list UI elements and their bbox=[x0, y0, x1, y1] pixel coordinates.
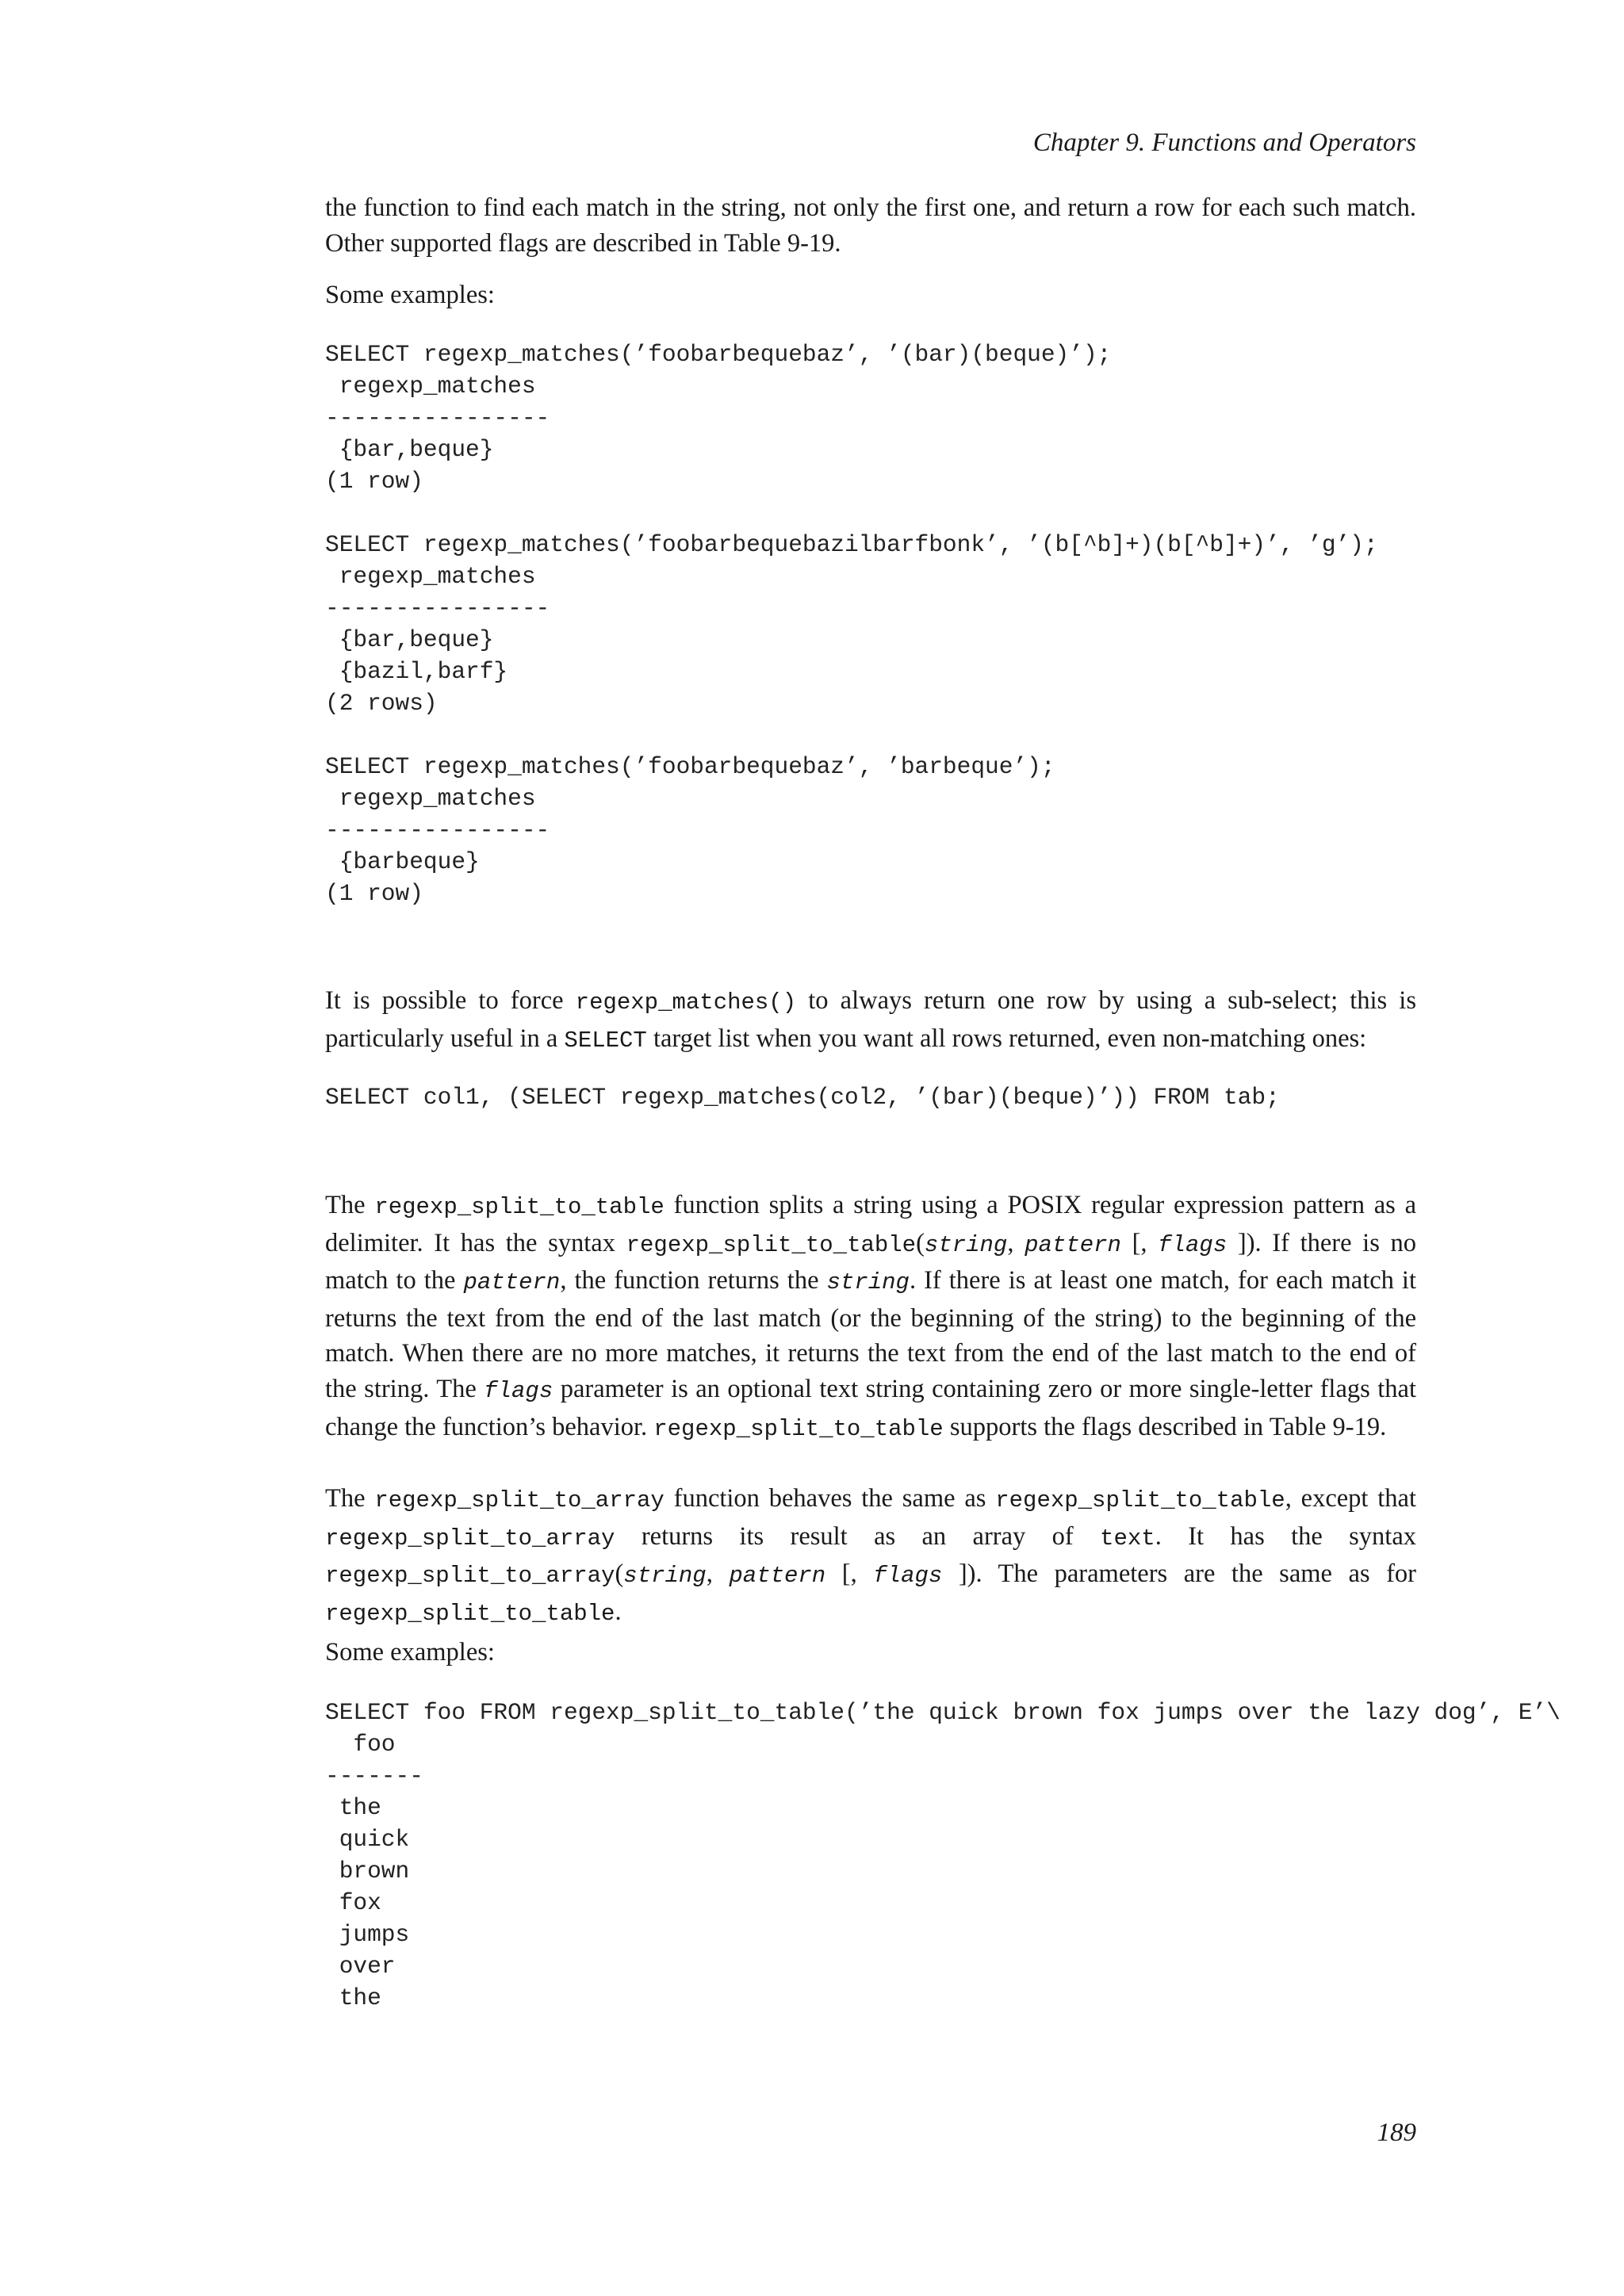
inline-param: string bbox=[826, 1269, 910, 1296]
inline-param: string bbox=[623, 1563, 707, 1590]
code-line: SELECT regexp_matches(’foobarbequebaz’, ’barbeque’); bbox=[325, 753, 1055, 780]
inline-code: regexp_split_to_table bbox=[995, 1487, 1285, 1513]
inline-param: string bbox=[924, 1231, 1008, 1258]
code-line: {barbeque} bbox=[325, 848, 480, 875]
code-line: (1 row) bbox=[325, 468, 423, 495]
code-line: foo bbox=[325, 1731, 396, 1758]
examples-label-2: Some examples: bbox=[325, 1638, 495, 1667]
inline-code: regexp_split_to_array bbox=[325, 1563, 615, 1590]
code-line: SELECT regexp_matches(’foobarbequebaz’, ’(bar)(beque)’); bbox=[325, 341, 1112, 368]
code-line: SELECT foo FROM regexp_split_to_table(’the quick brown fox jumps over the lazy dog’, E’\ bbox=[325, 1699, 1561, 1726]
page-number: 189 bbox=[1377, 2118, 1416, 2147]
intro-paragraph: the function to find each match in the string, not only the first one, and return a row for each such match. Other supported flags are described in Table 9-19. bbox=[325, 193, 1416, 258]
inline-param: flags bbox=[484, 1377, 553, 1404]
inline-code: regexp_split_to_table bbox=[325, 1600, 615, 1627]
split-to-array-paragraph: The regexp_split_to_array function behaves the same as regexp_split_to_table, except that regexp_split_to_array returns its result as an array of text. It has the syntax regexp_split_to_array(string, pattern [, flags ]). The parameters are the same as for regexp_split_to_table. bbox=[325, 1484, 1417, 1627]
inline-code: regexp_split_to_table bbox=[374, 1194, 665, 1220]
code-line: {bazil,barf} bbox=[325, 658, 508, 685]
code-line: ---------------- bbox=[325, 595, 550, 622]
examples-label-1: Some examples: bbox=[325, 281, 495, 309]
inline-code: regexp_split_to_table bbox=[626, 1231, 917, 1258]
subselect-paragraph: It is possible to force regexp_matches() to always return one row by using a sub-select; this is particularly useful in a SELECT target list when you want all rows returned, even non-matching ones: bbox=[325, 986, 1416, 1054]
inline-code: regexp_split_to_table bbox=[653, 1415, 944, 1442]
code-line: ---------------- bbox=[325, 817, 550, 844]
code-line: regexp_matches bbox=[325, 373, 536, 400]
inline-param: pattern bbox=[463, 1269, 561, 1296]
code-line: {bar,beque} bbox=[325, 626, 494, 653]
code-line: quick bbox=[325, 1826, 410, 1853]
split-to-table-paragraph: The regexp_split_to_table function splits a string using a POSIX regular expression pattern as a delimiter. It has the syntax regexp_split_to_table(string, pattern [, flags ]). If there is no match to the pattern, the function returns the string. If there is at least one match, for each match it returns the text from the end of the last match (or the beginning of the string) to the beginning of the match. When there are no more matches, it returns the text from the end of the last match to the end of the string. The flags parameter is an optional text string containing zero or more single-letter flags that change the function’s behavior. regexp_split_to_table supports the flags described in Table 9-19. bbox=[325, 1191, 1417, 1442]
code-line: jumps bbox=[325, 1921, 410, 1948]
inline-code: SELECT bbox=[564, 1027, 647, 1054]
inline-param: flags bbox=[873, 1563, 943, 1590]
code-block-split-to-table bbox=[325, 1697, 1561, 2014]
code-line: brown bbox=[325, 1858, 410, 1885]
inline-param: pattern bbox=[729, 1563, 826, 1590]
code-line: SELECT col1, (SELECT regexp_matches(col2, ’(bar)(beque)’)) FROM tab; bbox=[325, 1084, 1280, 1111]
code-line: (1 row) bbox=[325, 880, 423, 907]
inline-code: text bbox=[1100, 1525, 1155, 1552]
code-line: {bar,beque} bbox=[325, 436, 494, 463]
code-line: regexp_matches bbox=[325, 563, 536, 590]
code-line: the bbox=[325, 1984, 381, 2011]
code-line: ------- bbox=[325, 1762, 423, 1789]
running-header: Chapter 9. Functions and Operators bbox=[1032, 128, 1416, 157]
inline-code: regexp_matches() bbox=[575, 989, 797, 1016]
code-line: fox bbox=[325, 1889, 381, 1916]
inline-param: pattern bbox=[1025, 1231, 1121, 1258]
inline-code: regexp_split_to_array bbox=[325, 1525, 615, 1552]
code-line: the bbox=[325, 1794, 381, 1821]
inline-code: regexp_split_to_array bbox=[374, 1487, 665, 1513]
code-line: over bbox=[325, 1953, 396, 1980]
code-line: regexp_matches bbox=[325, 785, 536, 812]
code-line: ---------------- bbox=[325, 404, 550, 431]
code-line: SELECT regexp_matches(’foobarbequebazilbarfbonk’, ’(b[^b]+)(b[^b]+)’, ’g’); bbox=[325, 531, 1378, 558]
inline-param: flags bbox=[1158, 1231, 1228, 1258]
code-block-regexp-matches bbox=[325, 339, 1378, 909]
code-line: (2 rows) bbox=[325, 690, 438, 717]
code-block-subselect bbox=[325, 1081, 1280, 1113]
